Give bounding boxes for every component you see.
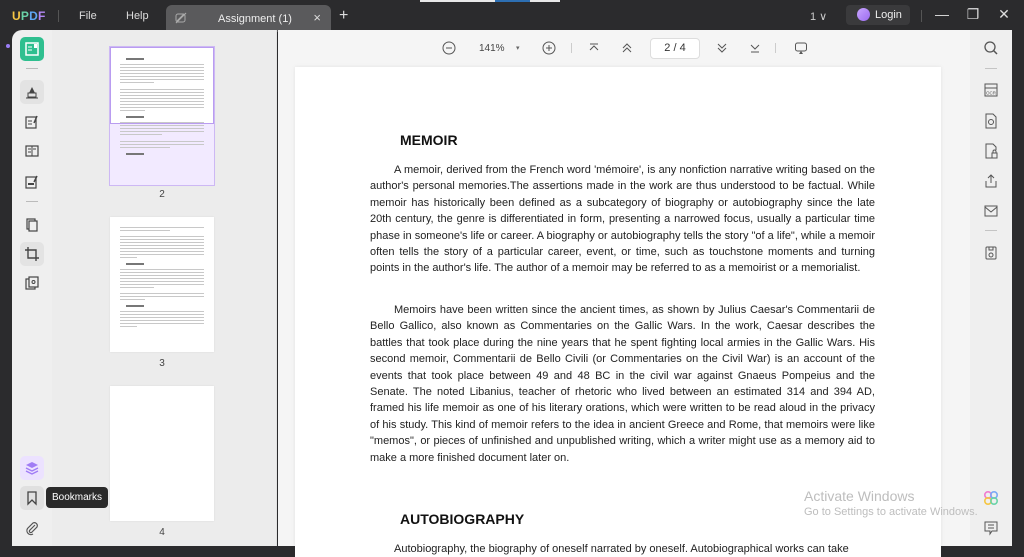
divider (985, 230, 997, 231)
restore-button[interactable]: ❐ (966, 6, 980, 22)
share-icon (983, 173, 999, 189)
divider (26, 201, 38, 202)
share-button[interactable] (983, 173, 999, 189)
thumbnail-page-3[interactable] (110, 217, 214, 352)
double-chevron-up-icon (620, 41, 634, 55)
save-button[interactable] (983, 245, 999, 261)
view-toolbar (278, 30, 970, 66)
login-label: Login (875, 9, 902, 21)
crop-icon (24, 246, 40, 262)
zoom-level[interactable]: 141% (479, 43, 505, 54)
layers-tool[interactable] (20, 456, 44, 480)
columns-icon (24, 143, 40, 159)
last-page-button[interactable] (748, 41, 762, 55)
menu-file[interactable]: File (79, 10, 97, 22)
form-sign-icon (24, 174, 40, 190)
divider (921, 10, 922, 22)
left-tool-rail (12, 30, 52, 546)
login-button[interactable] (846, 5, 910, 25)
search-button[interactable] (983, 40, 999, 56)
title-bar (0, 0, 1024, 32)
thumbnail-label: 2 (159, 189, 165, 200)
taskbar-strip-active (495, 0, 530, 2)
tab-assignment[interactable] (166, 5, 331, 32)
convert-icon (24, 275, 40, 291)
ocr-button[interactable] (983, 82, 999, 98)
divider (26, 68, 38, 69)
zoom-out-icon (442, 41, 456, 55)
rail-indicator-dot (6, 44, 10, 48)
menu-help[interactable]: Help (126, 10, 149, 22)
right-tool-rail (970, 30, 1012, 546)
reader-icon (24, 41, 40, 57)
window-edge (1012, 30, 1024, 546)
thumbnail-label: 4 (159, 527, 165, 538)
watermark-subtitle: Go to Settings to activate Windows. (804, 506, 978, 518)
ocr-icon (983, 82, 999, 98)
thumbnail-label: 3 (159, 358, 165, 369)
edit-tool[interactable] (20, 110, 44, 134)
divider (571, 43, 572, 53)
divider (775, 43, 776, 53)
file-lock-icon (983, 143, 999, 159)
comment-tool[interactable] (20, 80, 44, 104)
next-page-button[interactable] (715, 41, 729, 55)
page-number-input[interactable]: 2 / 4 (650, 38, 700, 59)
bookmark-icon (24, 490, 40, 506)
email-button[interactable] (983, 203, 999, 219)
presentation-button[interactable] (794, 41, 808, 55)
comment-icon (983, 520, 999, 536)
mail-icon (983, 203, 999, 219)
crop-tool[interactable] (20, 242, 44, 266)
thumbnail-page-2[interactable] (110, 47, 214, 185)
watermark-title: Activate Windows (804, 488, 915, 504)
save-icon (983, 245, 999, 261)
paperclip-icon (24, 520, 40, 536)
organize-tool[interactable] (20, 139, 44, 163)
close-tab-icon[interactable]: × (313, 10, 321, 25)
search-icon (983, 40, 999, 56)
taskbar-strip (420, 0, 560, 2)
document-viewer (278, 30, 970, 555)
window-count-dropdown[interactable]: 1 ∨ (810, 11, 828, 23)
divider (985, 68, 997, 69)
prev-page-button[interactable] (620, 41, 634, 55)
reader-tool[interactable] (20, 37, 44, 61)
ai-assistant-button[interactable] (983, 490, 999, 506)
tab-label: Assignment (1) (218, 13, 292, 25)
zoom-in-button[interactable] (542, 41, 556, 55)
heading-memoir: MEMOIR (400, 132, 458, 148)
paragraph-1: A memoir, derived from the French word 'mémoire', is any nonfiction narrative writing based on the author's personal memories.The assertions made in the work are thus understood to be factual. While memoir has historically been defined as a subcategory of biography or autobiography since the late 20th century, the genre is differentiated in form, presenting a narrowed focus, usually a particular time phase in someone's life or career. A biography or autobiography tells the story "of a life", while a memoir often tells the story of a particular career, event, or time, such as touchstone moments and turning points in the author's life. The author of a memoir may be referred to as a memoirist or a memorialist. (370, 164, 875, 275)
svg-text:OCR: OCR (986, 90, 996, 96)
zoom-in-icon (542, 41, 556, 55)
ai-icon (983, 490, 999, 506)
close-window-button[interactable]: ✕ (998, 6, 1010, 22)
bookmarks-tooltip: Bookmarks (46, 487, 108, 508)
layers-icon (24, 460, 40, 476)
avatar (857, 8, 870, 21)
zoom-dropdown-icon[interactable]: ▾ (516, 45, 520, 52)
slideshow-icon (794, 41, 808, 55)
highlighter-icon (24, 84, 40, 100)
first-page-button[interactable] (587, 41, 601, 55)
heading-autobiography: AUTOBIOGRAPHY (400, 511, 525, 527)
protect-button[interactable] (983, 143, 999, 159)
pages-tool[interactable] (20, 213, 44, 237)
attachments-tool[interactable] (20, 516, 44, 540)
first-page-icon (587, 41, 601, 55)
thumbnail-page-4[interactable] (110, 386, 214, 521)
last-page-icon (748, 41, 762, 55)
edit-text-icon (24, 114, 40, 130)
convert-tool[interactable] (20, 271, 44, 295)
convert-pdf-button[interactable] (983, 113, 999, 129)
app-logo: UPDF (12, 9, 46, 23)
double-chevron-down-icon (715, 41, 729, 55)
divider (58, 10, 59, 22)
new-tab-button[interactable]: + (339, 7, 349, 24)
fill-sign-tool[interactable] (20, 170, 44, 194)
edit-off-icon (174, 11, 188, 25)
zoom-out-button[interactable] (442, 41, 456, 55)
comments-button[interactable] (983, 520, 999, 536)
pages-icon (24, 217, 40, 233)
pdf-page (295, 67, 941, 557)
paragraph-3: Autobiography, the biography of oneself narrated by oneself. Autobiographical works can take (394, 543, 849, 555)
thumbnail-panel (52, 30, 277, 546)
bookmarks-tool[interactable] (20, 486, 44, 510)
paragraph-2: Memoirs have been written since the ancient times, as shown by Julius Caesar's Commentarii de Bello Gallico, also known as Commentaries on the Gallic Wars. In the work, Caesar describes the battles that took place during the nine years that he spent fighting local armies in the Gallic Wars. His second memoir, Commentarii de Bello Civili (or Commentaries on the Civil War) is an account of the events that took place between 49 and 48 BC in the civil war against Gnaeus Pompeius and the Senate. The noted Libanius, teacher of rhetoric who lived between an estimated 314 and 394 AD, framed his life memoir as one of his literary orations, which were written to be read aloud in the privacy of his study. This kind of memoir refers to the idea in ancient Greece and Rome, that memoirs were like "memos", or pieces of unfinished and unpublished writing, which a writer might use as a memory aid to make a more finished document later on. (370, 304, 875, 464)
minimize-button[interactable]: — (935, 6, 949, 22)
windows-activation-watermark (804, 488, 978, 518)
file-convert-icon (983, 113, 999, 129)
